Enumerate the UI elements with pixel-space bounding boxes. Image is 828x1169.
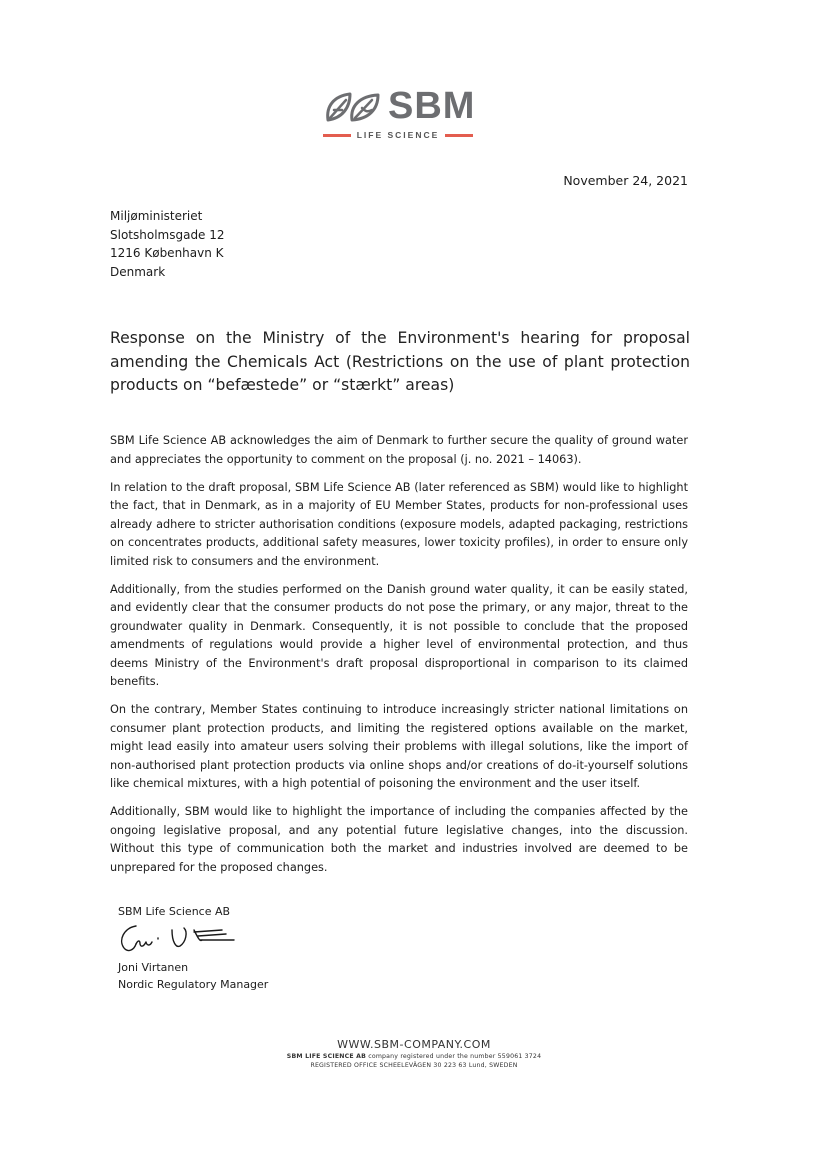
logo-wordmark: SBM [388,85,476,127]
body-paragraph: SBM Life Science AB acknowledges the aim of Denmark to further secure the quality of ground water and appreciates the opportunity to comment on the proposal (j. no. 2021 – 14063). [110,434,688,466]
logo-tagline [318,128,478,142]
body-paragraph: Additionally, from the studies performed on the Danish ground water quality, it can be easily stated, and evidently clear that the consumer products do not pose the primary, or any major, threat to the groundwater quality in Denmark. Consequently, it is not possible to conclude that the proposed amendments of regulations would provide a higher level of environmental protection, and thus deems Ministry of the Environment's draft proposal disproportional in comparison to its claimed benefits. [110,582,688,688]
signer-name: Joni Virtanen [118,961,189,974]
recipient-address [110,207,225,281]
handwritten-signature [114,918,244,958]
address-line: Miljøministeriet [110,209,203,223]
tagline-line-right [445,134,473,137]
signer-title: Nordic Regulatory Manager [118,978,269,991]
page-footer [0,1038,828,1070]
company-logo [318,85,478,144]
leaf-logo-icon [322,90,384,124]
footer-company-name: SBM LIFE SCIENCE AB [286,1053,367,1060]
body-paragraph: In relation to the draft proposal, SBM Life Science AB (later referenced as SBM) would like to highlight the fact, that in Denmark, as in a majority of EU Member States, products for non-professional uses already adhere to stricter authorisation conditions (exposure models, adapted packaging, restrictions on concentrates products, additional safety measures, lower toxicity profiles), in order to ensure only limited risk to consumers and the environment. [110,480,688,568]
letter-date: November 24, 2021 [563,173,688,188]
signer-block [118,959,268,993]
closing-company: SBM Life Science AB [118,905,231,918]
letter-subject: Response on the Ministry of the Environment's hearing for proposal amending the Chemicals Act (Restrictions on the use of plant protection products on “befæstede” or “stærkt” areas) [110,329,690,394]
body-paragraph: Additionally, SBM would like to highlight the importance of including the companies affected by the ongoing legislative proposal, and any potential future legislative changes, into the discussion. Without this type of communication both the market and industries involved are deemed to be unprepared for the proposed changes. [110,805,688,874]
footer-office-address: REGISTERED OFFICE SCHEELEVÄGEN 30 223 63 Lund, SWEDEN [310,1062,518,1069]
address-line: Slotsholmsgade 12 [110,227,225,242]
tagline-text: LIFE SCIENCE [356,130,440,140]
footer-website-link[interactable]: WWW.SBM-COMPANY.COM [337,1038,491,1051]
footer-registration [0,1052,828,1061]
address-line: Denmark [110,264,166,279]
address-line: 1216 København K [110,246,224,260]
tagline-line-left [323,134,351,137]
footer-company-number: company registered under the number 559061 3724 [368,1053,542,1060]
letter-body [110,432,688,887]
body-paragraph: On the contrary, Member States continuing to introduce increasingly stricter national limitations on consumer plant protection products, and limiting the registered options available on the market, might lead easily into amateur users solving their problems with illegal solutions, like the import of non-authorised plant protection products via online shops and/or creations of do-it-yourself solutions like chemical mixtures, with a high potential of poisoning the environment and the user itself. [110,703,688,790]
